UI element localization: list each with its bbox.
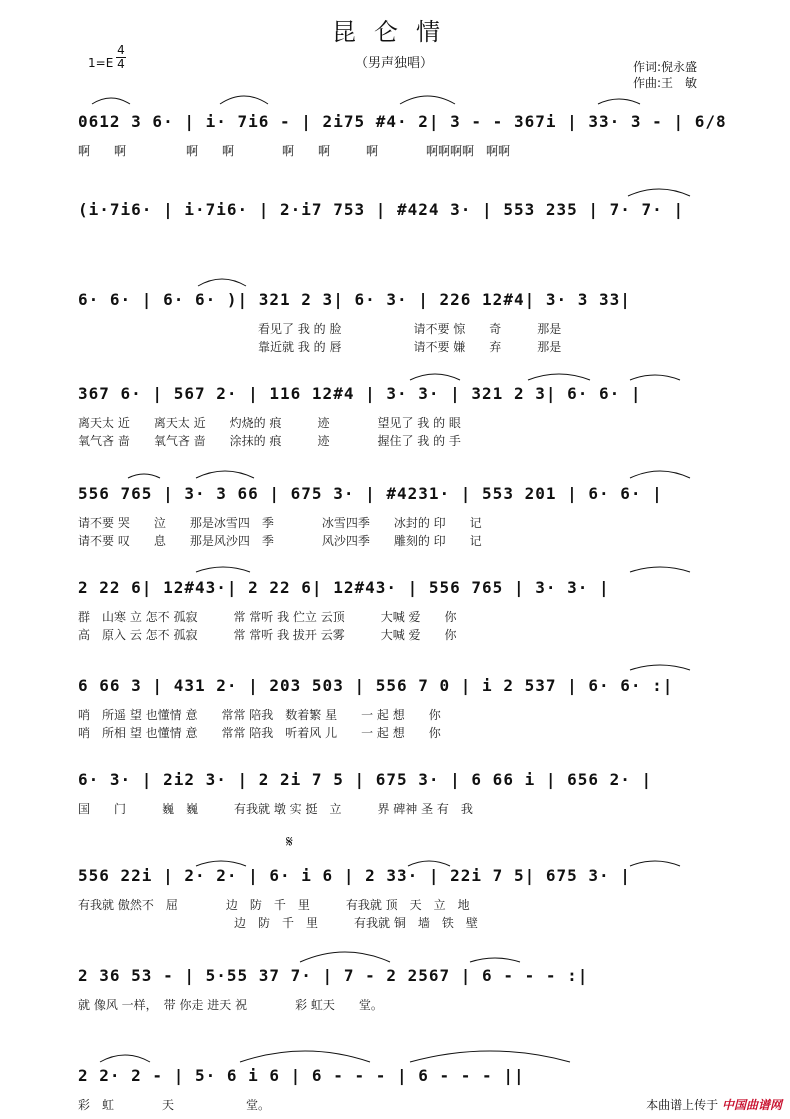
notation-row: 556 22i | 2· 2· | 6· i 6 | 2 33· | 22i 7 5| 675 3· | (78, 866, 631, 885)
lyric-line-1: 哨 所遥 望 也懂情 意 常常 陪我 数着繁 星 一 起 想 你 (78, 708, 441, 722)
slur-arc (630, 471, 690, 478)
slur-arc (300, 952, 390, 962)
footer-text: 本曲谱上传于 (646, 1098, 719, 1112)
lyric-line-1: 离天太 近 离天太 近 灼烧的 痕 迹 望见了 我 的 眼 (78, 416, 461, 430)
lyric-line-1: 国 门 巍 巍 有我就 墩 实 挺 立 界 碑神 圣 有 我 (78, 802, 473, 816)
notation-row: 2 22 6| 12#43·| 2 22 6| 12#43· | 556 765 | 3· 3· | (78, 578, 610, 597)
lyric-line-1: 看见了 我 的 脸 请不要 惊 奇 那是 (78, 322, 562, 336)
notation-row: 556 765 | 3· 3 66 | 675 3· | #4231· | 553 201 | 6· 6· | (78, 484, 663, 503)
slur-arc (196, 471, 254, 478)
slur-arc (628, 189, 690, 196)
lyric-line-1: 啊 啊 啊 啊 啊 啊 啊 啊啊啊啊 啊啊 (78, 144, 511, 158)
slur-arc (470, 958, 520, 962)
composer-credit: 作曲:王 敏 (633, 76, 698, 90)
site-logo: 中国曲谱网 (721, 1098, 782, 1112)
lyric-line-1: 群 山寒 立 怎不 孤寂 常 常听 我 伫立 云顶 大喊 爱 你 (78, 610, 457, 624)
time-signature-bottom: 4 (117, 57, 125, 71)
time-signature (116, 44, 126, 71)
slur-arc (630, 567, 690, 572)
lyric-line-2: 高 原入 云 怎不 孤寂 常 常听 我 拔开 云雾 大喊 爱 你 (78, 628, 457, 642)
slur-arc (100, 1055, 150, 1062)
lyric-line-2: 靠近就 我 的 唇 请不要 嫌 弃 那是 (78, 340, 562, 354)
time-signature-top: 4 (117, 43, 125, 57)
slur-arc (630, 665, 690, 670)
slur-arc (128, 474, 160, 478)
notation-row: 2 2· 2 - | 5· 6 i 6 | 6 - - - | 6 - - - || (78, 1066, 525, 1085)
lyric-line-1: 彩 虹 天 堂。 (78, 1098, 271, 1112)
slur-arc (630, 375, 680, 380)
notation-row: 6· 6· | 6· 6· )| 321 2 3| 6· 3· | 226 12#4| 3· 3 33| (78, 290, 631, 309)
slur-arc (528, 374, 590, 380)
slur-arc (240, 1051, 370, 1062)
slur-arc (598, 99, 640, 104)
lyric-line-1: 请不要 哭 泣 那是冰雪四 季 冰雪四季 冰封的 印 记 (78, 516, 482, 530)
notation-row: 367 6· | 567 2· | 116 12#4 | 3· 3· | 321 2 3| 6· 6· | (78, 384, 642, 403)
lyric-line-1: 有我就 傲然不 屈 边 防 千 里 有我就 顶 天 立 地 (78, 898, 470, 912)
slur-arc (196, 567, 250, 572)
slur-arc (410, 374, 460, 380)
slur-arc (400, 96, 455, 104)
slur-arc (92, 98, 130, 104)
slur-arc (198, 279, 246, 286)
notation-row: 0612 3 6· | i· 7i6 - | 2i75 #4· 2| 3 - - 367i | 33· 3 - | 6/8 (78, 112, 727, 131)
key-signature: 1=E (88, 56, 114, 70)
slur-arc (220, 96, 268, 104)
lyric-line-2: 边 防 千 里 有我就 铜 墙 铁 壁 (78, 916, 478, 930)
notation-row: (i·7i6· | i·7i6· | 2·i7 753 | #424 3· | 553 235 | 7· 7· | (78, 200, 685, 219)
notation-row: 6· 3· | 2i2 3· | 2 2i 7 5 | 675 3· | 6 66 i | 656 2· | (78, 770, 653, 789)
footer (646, 1096, 782, 1113)
notation-row: 2 36 53 - | 5·55 37 7· | 7 - 2 2567 | 6 - - - :| (78, 966, 589, 985)
lyricist-credit: 作词:倪永盛 (633, 60, 698, 74)
lyric-line-2: 哨 所相 望 也懂情 意 常常 陪我 听着风 儿 一 起 想 你 (78, 726, 441, 740)
segno-sign: 𝄋 (286, 832, 293, 851)
song-title: 昆仑情 (332, 18, 458, 46)
song-subtitle: （男声独唱） (355, 56, 434, 71)
slur-arc (410, 1051, 570, 1062)
lyric-line-2: 请不要 叹 息 那是风沙四 季 风沙四季 雕刻的 印 记 (78, 534, 482, 548)
lyric-line-1: 就 像风 一样， 带 你走 进天 祝 彩 虹天 堂。 (78, 998, 383, 1012)
lyric-line-2: 氧气吝 啬 氧气吝 啬 涂抹的 痕 迹 握住了 我 的 手 (78, 434, 461, 448)
notation-row: 6 66 3 | 431 2· | 203 503 | 556 7 0 | i 2 537 | 6· 6· :| (78, 676, 674, 695)
